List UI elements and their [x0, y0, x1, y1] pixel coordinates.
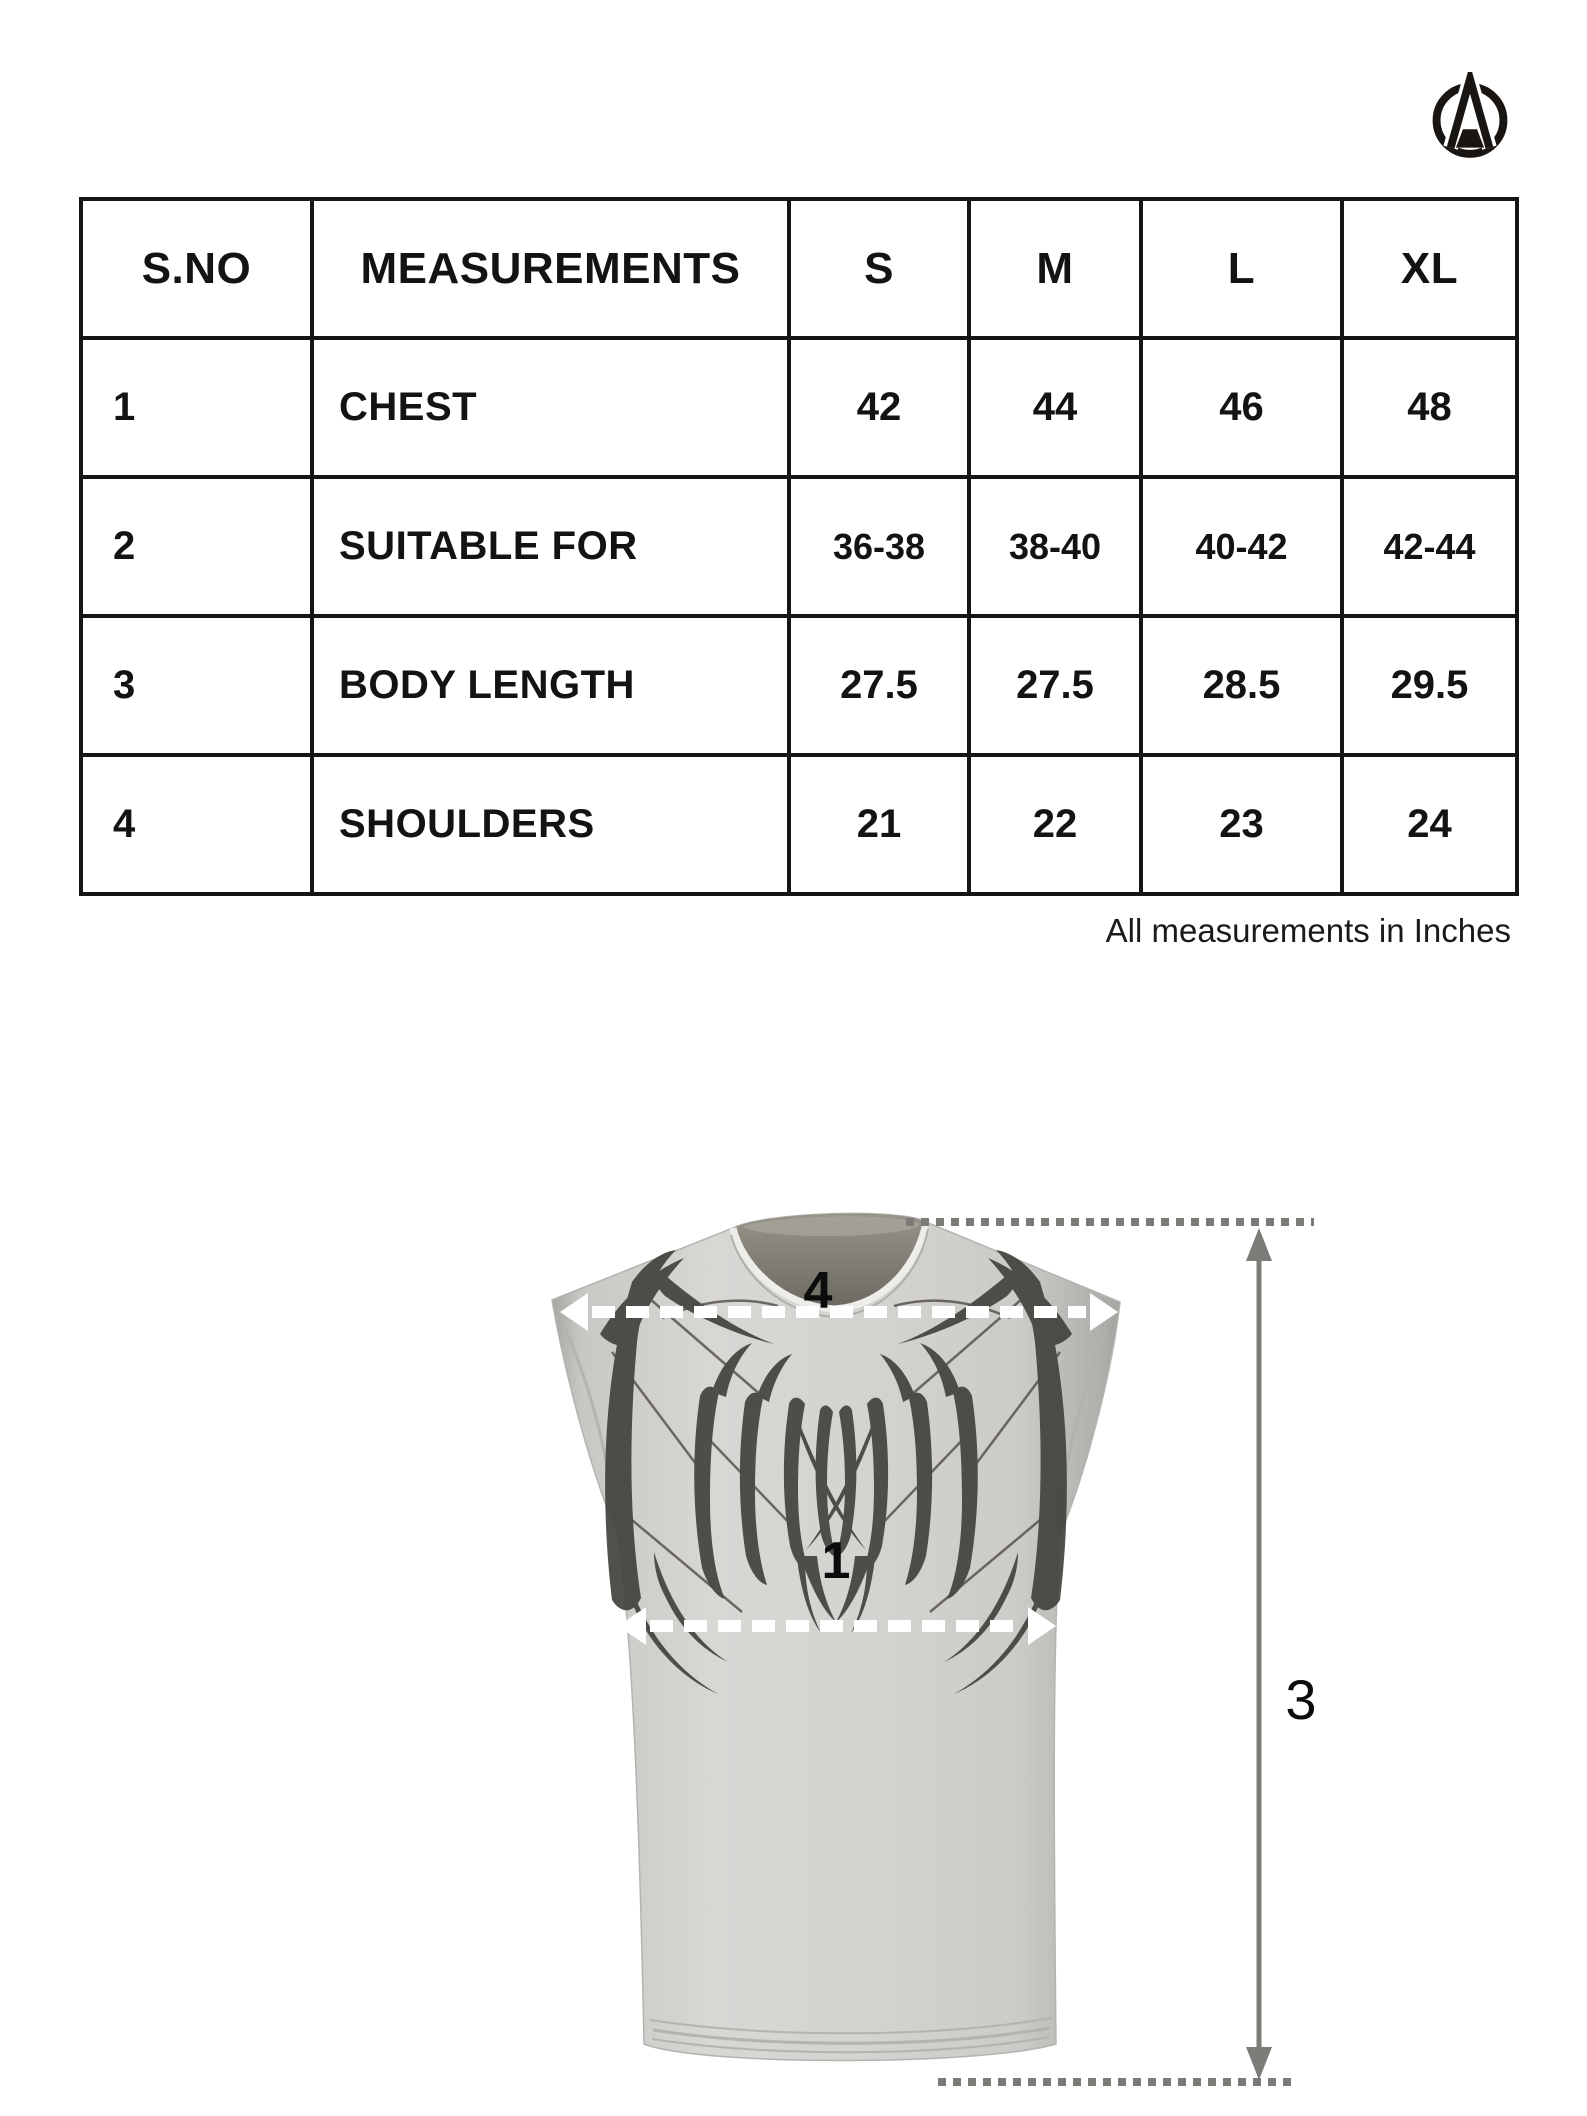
value-l: 40-42	[1141, 477, 1342, 616]
chest-measure-label: 1	[821, 1532, 851, 1590]
value-s: 42	[789, 338, 969, 477]
col-header-size-xl: XL	[1342, 199, 1517, 338]
table-row-chest	[81, 338, 1517, 477]
value-xl: 29.5	[1342, 616, 1517, 755]
value-m: 38-40	[969, 477, 1141, 616]
col-header-size-m: M	[969, 199, 1141, 338]
row-number: 1	[81, 338, 312, 477]
value-s: 21	[789, 755, 969, 894]
shoulders-measure-label: 4	[803, 1262, 833, 1320]
brand-logo-icon	[1426, 72, 1514, 160]
value-xl: 24	[1342, 755, 1517, 894]
header-row	[81, 199, 1517, 338]
value-l: 28.5	[1141, 616, 1342, 755]
value-m: 27.5	[969, 616, 1141, 755]
measurement-diagram	[540, 1180, 1350, 2116]
row-label: BODY LENGTH	[312, 616, 789, 755]
row-number: 3	[81, 616, 312, 755]
value-s: 27.5	[789, 616, 969, 755]
value-l: 23	[1141, 755, 1342, 894]
table-row-body-length	[81, 616, 1517, 755]
units-note: All measurements in Inches	[1105, 912, 1511, 949]
value-s: 36-38	[789, 477, 969, 616]
col-header-size-s: S	[789, 199, 969, 338]
col-header-size-l: L	[1141, 199, 1342, 338]
row-label: CHEST	[312, 338, 789, 477]
table-row-shoulders	[81, 755, 1517, 894]
row-label: SUITABLE FOR	[312, 477, 789, 616]
table-row-suitable-for	[81, 477, 1517, 616]
value-xl: 42-44	[1342, 477, 1517, 616]
value-xl: 48	[1342, 338, 1517, 477]
size-chart-table	[79, 197, 1519, 896]
col-header-sno: S.NO	[81, 199, 312, 338]
body-length-arrow	[1246, 1228, 1272, 2080]
row-label: SHOULDERS	[312, 755, 789, 894]
value-m: 22	[969, 755, 1141, 894]
value-m: 44	[969, 338, 1141, 477]
body-length-measure-label: 3	[1285, 1668, 1317, 1731]
col-header-measurements: MEASUREMENTS	[312, 199, 789, 338]
value-l: 46	[1141, 338, 1342, 477]
row-number: 4	[81, 755, 312, 894]
row-number: 2	[81, 477, 312, 616]
